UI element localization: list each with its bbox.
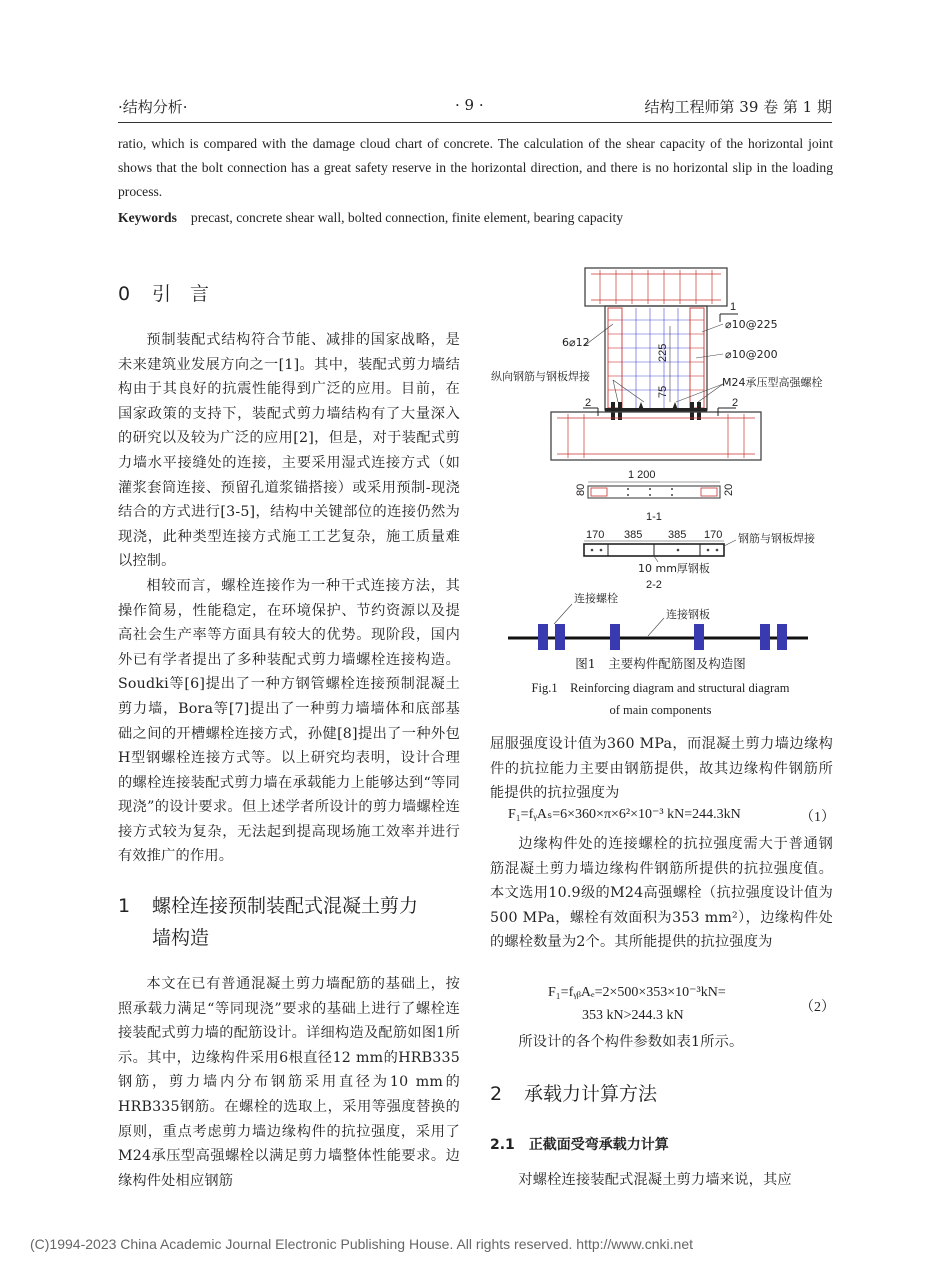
label-6-bars: 6⌀12: [562, 336, 590, 349]
label-weld-plate: 钢筋与钢板焊接: [738, 532, 815, 545]
dim-385-left: 385: [624, 529, 643, 541]
header-rule: [118, 122, 832, 123]
leader-weld-plate: [724, 540, 736, 546]
section-2-mark-left: 2: [585, 397, 592, 409]
section-1-1: [588, 486, 720, 498]
left-boundary-element: [608, 308, 622, 408]
keywords: [118, 206, 833, 230]
section-0-body: [118, 328, 460, 869]
section-2-body: [490, 1168, 833, 1193]
equation-1: F₁=fᵧAₛ=6×360×π×6²×10⁻³ kN=244.3kN: [508, 807, 741, 822]
right-col-para-1: [490, 732, 833, 806]
figure-caption-en-2: of main components: [609, 703, 712, 717]
keywords-text: precast, concrete shear wall, bolted connection, finite element, bearing capacity: [190, 210, 624, 225]
figure-caption-en-1: Fig.1 Reinforcing diagram and structural diagram: [531, 681, 790, 695]
section-1-number: 1: [118, 895, 131, 917]
section-1-1-bars: [627, 488, 673, 496]
right-col-para-3: [490, 1030, 833, 1055]
equation-1-number: （1）: [800, 810, 835, 825]
section-1-heading: [118, 890, 418, 954]
bolt-leaders: [554, 604, 664, 636]
journal-info: 结构工程师第 39 卷 第 1 期: [644, 98, 832, 116]
section-1-body: [118, 972, 460, 1193]
label-stirrup-200: ⌀10@200: [725, 348, 778, 361]
section-2-2-dividers: [608, 544, 700, 556]
dim-170-right: 170: [704, 529, 723, 541]
label-width-1200: 1 200: [628, 469, 656, 481]
section-2-mark-right: 2: [732, 397, 739, 409]
figure-1: [488, 262, 833, 654]
label-stirrup-225: ⌀10@225: [725, 318, 778, 331]
page-number: · 9 ·: [455, 96, 484, 114]
label-longitudinal-weld: 纵向钢筋与钢板焊接: [491, 370, 590, 383]
section-0-number: 0: [118, 283, 131, 305]
label-connection-bolt: 连接螺栓: [574, 592, 618, 605]
section-0-heading: [118, 278, 209, 310]
equation-2-number: （2）: [800, 1000, 835, 1015]
label-section-2-2: 2-2: [646, 579, 662, 591]
wall-panel: [605, 306, 707, 410]
paragraph: 相较而言，螺栓连接作为一种干式连接方法，其操作简易，性能稳定，在环境保护、节约资源以及提高社会生产率等方面具有较大的优势。现阶段，国内外已有学者提出了多种装配式剪力墙螺栓连接构造。Soudki等[6]提出了一种方钢管螺栓连接预制混凝土剪力墙，Bora等[7]提出了一种剪力墙墙体和底部基础之间的开槽螺栓连接方式，孙健[8]提出了一种外包H型钢螺栓连接方式等。以上研究均表明，设计合理的螺栓连接装配式剪力墙在承载能力上能够达到“等同现浇”的设计要求。但上述学者所设计的剪力墙螺栓连接方式较为复杂，无法起到提高现场施工效率并进行有效推广的作用。: [118, 577, 460, 865]
paragraph: 对螺栓连接装配式混凝土剪力墙来说，其应: [518, 1172, 792, 1188]
paragraph: 本文在已有普通混凝土剪力墙配筋的基础上，按照承载力满足“等同现浇”要求的基础上进行了螺栓连接装配式剪力墙的配筋设计。详细构造及配筋如图1所示。其中，边缘构件采用6根直径12 mm的HRB335钢筋，剪力墙内分布钢筋采用直径为10 mm的HRB335钢筋。在螺栓的选取上，采用等强度替换的原则，重点考虑剪力墙边缘构件的抗拉强度，采用了M24承压型高强螺栓以满足剪力墙整体性能要求。边缘构件处相应钢筋: [118, 976, 460, 1189]
equation-2-line-2: 353 kN>244.3 kN: [582, 1008, 684, 1023]
running-head-left: ·结构分析·: [118, 98, 188, 116]
figure-caption-cn: 图1 主要构件配筋图及构造图: [575, 656, 746, 671]
section-2-heading: [490, 1078, 657, 1110]
right-col-para-2: [490, 832, 833, 955]
abstract-tail: ratio, which is compared with the damage cloud chart of concrete. The calculation of the shear capacity of the horizontal joint shows that the bolt connection has a great safety reserve in the horizontal direction, and there is no horizontal slip in the loading process.: [118, 136, 833, 199]
section-1-mark: 1: [730, 301, 737, 313]
wall-grid: [622, 308, 690, 408]
label-section-1-1: 1-1: [646, 511, 662, 523]
paragraph: 所设计的各个构件参数如表1所示。: [518, 1034, 744, 1050]
keywords-label: Keywords: [118, 210, 177, 225]
section-0-title: 引 言: [152, 283, 210, 305]
paragraph: 屈服强度设计值为360 MPa，而混凝土剪力墙边缘构件的抗拉能力主要由钢筋提供，故其边缘构件钢筋所能提供的抗拉强度为: [490, 736, 833, 802]
section-1-title-2: 墙构造: [152, 927, 210, 949]
copyright-footer: (C)1994-2023 China Academic Journal Electronic Publishing House. All rights reserved. http://www.cnki.net: [30, 1236, 693, 1252]
label-thick-80: 80: [575, 483, 587, 496]
top-beam-rebar: [591, 270, 721, 304]
section-1-1-right-end: [701, 488, 717, 496]
label-thick-20: 20: [723, 483, 735, 496]
label-plate-10mm: 10 mm厚钢板: [638, 562, 710, 575]
dim-225: 225: [657, 343, 669, 362]
label-m24-bolt: M24承压型高强螺栓: [722, 376, 823, 389]
subsection-number: 2.1: [490, 1137, 515, 1153]
section-2-title: 承载力计算方法: [524, 1083, 658, 1105]
subsection-2-1-heading: [490, 1134, 669, 1154]
section-2-number: 2: [490, 1083, 503, 1105]
dim-385-right: 385: [668, 529, 687, 541]
equation-2-line-1: F₁=fᵧᵦAₑ=2×500×353×10⁻³kN=: [548, 985, 726, 1000]
section-1-1-left-end: [591, 488, 607, 496]
dim-75: 75: [657, 385, 669, 398]
foundation-beam: [551, 412, 761, 460]
dim-170-left: 170: [586, 529, 605, 541]
label-connection-plate: 连接钢板: [666, 608, 710, 621]
subsection-title: 正截面受弯承载力计算: [528, 1137, 669, 1153]
foundation-rebar: [557, 414, 755, 458]
paragraph: 预制装配式结构符合节能、减排的国家战略，是未来建筑业发展方向之一[1]。其中，装配式剪力墙结构由于其良好的抗震性能得到广泛的应用。目前，在国家政策的支持下，装配式剪力墙结构有了大量深入的研究以及较为广泛的应用[2]，但是，对于装配式剪力墙水平接缝处的连接，主要采用湿式连接方式（如灌浆套筒连接、预留孔道浆锚搭接）或采用预制-现浇结合的方式进行[3-5]，结构中关键部位的连接仍然为现浇，此种类型连接方式施工工艺复杂，施工质量难以控制。: [118, 332, 460, 570]
paragraph: 边缘构件处的连接螺栓的抗拉强度需大于普通钢筋混凝土剪力墙边缘构件钢筋所提供的抗拉强度值。本文选用10.9级的M24高强螺栓（抗拉强度设计值为500 MPa，螺栓有效面积为353 mm²），边缘构件处的螺栓数量为2个。其所能提供的抗拉强度为: [490, 836, 833, 951]
section-1-title-1: 螺栓连接预制装配式混凝土剪力: [152, 895, 419, 917]
